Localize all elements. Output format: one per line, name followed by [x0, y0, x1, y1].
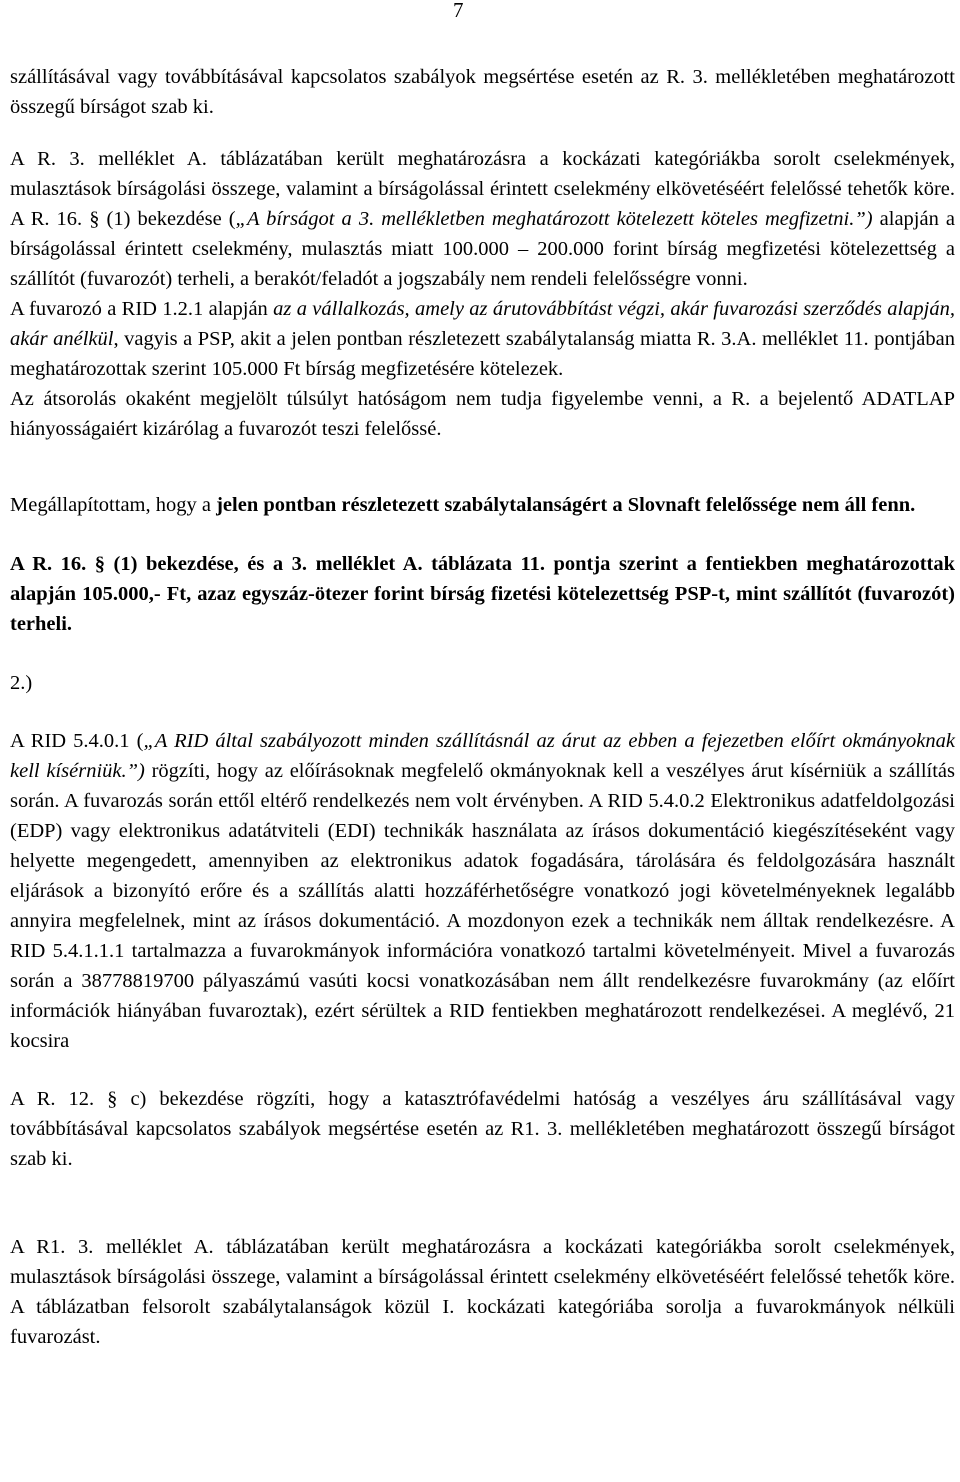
paragraph-8 [10, 726, 955, 1056]
paragraph-2-text-a: A R. 3. melléklet A. táblázatában került meghatározásra a kockázati kategóriákba sorolt cselekmények, mulasztások bírságolási összege, valamint a bírságolással érintett cselekmény elkövetéséért felelőssé tehetők köre. A R. 16. § (1) bekezdése ( [10, 148, 955, 230]
paragraph-3 [10, 294, 955, 384]
paragraph-5-text-a: Megállapítottam, hogy a [10, 494, 217, 516]
paragraph-6-decision [10, 549, 955, 639]
paragraph-4: Az átsorolás okaként megjelölt túlsúlyt hatóságom nem tudja figyelembe venni, a R. a bejelentő ADATLAP hiányosságaiért kizárólag a fuvarozót teszi felelőssé. [10, 388, 955, 440]
paragraph-3-definition: az a vállalkozás, amely az árutovábbítást végzi, akár fuvarozási szerződés alapján, akár anélkül [10, 298, 955, 350]
paragraph-5-finding: jelen pontban részletezett szabálytalanságért a Slovnaft felelőssége nem áll fenn. [216, 494, 916, 516]
paragraph-2 [10, 144, 955, 294]
document-body [10, 62, 955, 1352]
paragraph-2-quote: „A bírságot a 3. mellékletben meghatározott kötelezett köteles megfizetni.”) [235, 208, 873, 230]
section-number-2: 2.) [10, 672, 33, 694]
paragraph-8-text-b: rögzíti, hogy az előírásoknak megfelelő okmányoknak kell a veszélyes árut kísérniük a szállítás során. A fuvarozás során ettől eltérő rendelkezés nem volt érvényben. A RID 5.4.0.2 Elektronikus adatfeldolgozási (EDP) vagy elektronikus adatátviteli (EDI) technikák használata az írásos dokumentáció kiegészítéseként vagy helyette megengedett, amennyiben az elektronikus adatok fogadására, tárolására és feldolgozására használt eljárások a bizonyító erőre és a szállítás alatti hozzáférhetőségre vonatkozó jogi követelményeknek legalább annyira megfelelnek, mint az írásos dokumentáció. A mozdonyon ezek a technikák nem álltak rendelkezésre. A RID 5.4.1.1.1 tartalmazza a fuvarokmányok információra vonatkozó tartalmi követelményeit. Mivel a fuvarozás során a 38778819700 pályaszámú vasúti kocsi vonatkozásában nem állt rendelkezésre fuvarokmány (az előírt információk hiányában fuvaroztak), ezért sérültek a RID fentiekben meghatározott rendelkezései. A meglévő, 21 kocsira [10, 760, 955, 1052]
page-number: 7 [453, 0, 464, 22]
paragraph-3-text-b: , vagyis a PSP, akit a jelen pontban részletezett szabálytalanság miatta R. 3.A. melléklet 11. pontjában meghatározottak szerint 105.000 Ft bírság megfizetésére kötelezek. [10, 328, 955, 380]
paragraph-2-text-b: alapján a bírságolással érintett cselekmény, mulasztás miatt 100.000 – 200.000 forint bírság megfizetési kötelezettség a szállítót (fuvarozót) terheli, a berakót/feladót a jogszabály nem rendeli felelősségre vonni. [10, 208, 955, 290]
paragraph-9: A R. 12. § c) bekezdése rögzíti, hogy a katasztrófavédelmi hatóság a veszélyes áru szállításával vagy továbbításával kapcsolatos szabályok megsértése esetén az R1. 3. mellékletében meghatározott összegű bírságot szab ki. [10, 1088, 955, 1170]
paragraph-3-text-a: A fuvarozó a RID 1.2.1 alapján [10, 298, 274, 320]
paragraph-8-quote: „A RID által szabályozott minden szállításnál az árut az ebben a fejezetben előírt okmányoknak kell kísérniük.”) [10, 730, 955, 782]
paragraph-5 [10, 490, 955, 520]
paragraph-10: A R1. 3. melléklet A. táblázatában került meghatározásra a kockázati kategóriákba sorolt cselekmények, mulasztások bírságolási összege, valamint a bírságolással érintett cselekmény elkövetéséért felelőssé tehetők köre. A táblázatban felsorolt szabálytalanságok közül I. kockázati kategóriába sorolja a fuvarokmányok nélküli fuvarozást. [10, 1236, 955, 1348]
paragraph-6-text: A R. 16. § (1) bekezdése, és a 3. melléklet A. táblázata 11. pontja szerint a fentiekben meghatározottak alapján 105.000,- Ft, azaz egyszáz-ötezer forint bírság fizetési kötelezettség PSP-t, mint szállítót (fuvarozót) terheli. [10, 553, 955, 635]
paragraph-1: szállításával vagy továbbításával kapcsolatos szabályok megsértése esetén az R. 3. mellékletében meghatározott összegű bírságot szab ki. [10, 66, 955, 118]
paragraph-8-text-a: A RID 5.4.0.1 ( [10, 730, 144, 752]
